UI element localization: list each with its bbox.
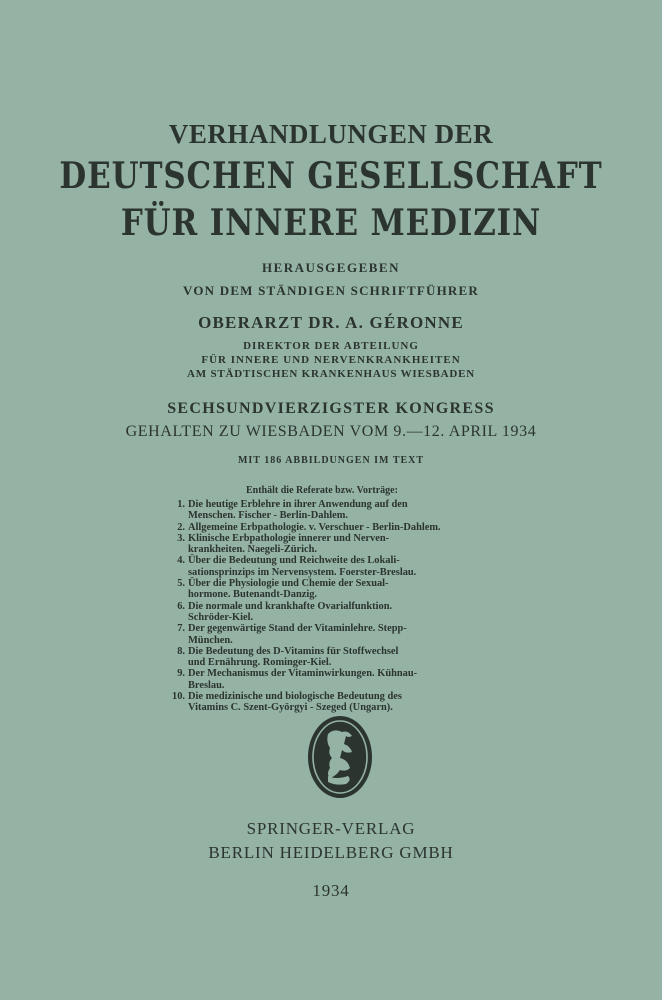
publisher-location: BERLIN HEIDELBERG GMBH: [208, 843, 454, 862]
congress-number: SECHSUNDVIERZIGSTER KONGRESS: [167, 400, 495, 417]
contents-item: [165, 601, 520, 624]
springer-horseman-logo-icon: [306, 714, 374, 800]
contents-item-text: Die Bedeutung des D-Vitamins für Stoffwechsel und Ernährung. Rominger-Kiel.: [188, 645, 399, 669]
contents-item-text: Über die Bedeutung und Reichweite des Lokali- sationsprinzips im Nervensystem. Foerster-Breslau.: [188, 555, 417, 578]
contents-item-number: 8.: [177, 645, 185, 657]
contents-item: [165, 522, 520, 533]
contents-item-number: 7.: [177, 623, 185, 635]
contents-item-number: 6.: [177, 600, 185, 612]
editor-role-line-1: DIREKTOR DER ABTEILUNG: [243, 340, 419, 352]
contents-item-text: Über die Physiologie und Chemie der Sexual- hormone. Butenandt-Danzig.: [188, 578, 389, 601]
editor-role-line-2: FÜR INNERE UND NERVENKRANKHEITEN: [201, 354, 461, 366]
contents-item-text: Der gegenwärtige Stand der Vitaminlehre. Stepp- München.: [188, 623, 407, 646]
published-by: HERAUSGEGEBEN: [262, 260, 400, 275]
congress-details: GEHALTEN ZU WIESBADEN VOM 9.—12. APRIL 1934: [125, 423, 537, 440]
title-line-3: FÜR INNERE MEDIZIN: [120, 202, 542, 244]
contents-item-text: Die heutige Erblehre in ihrer Anwendung auf den Menschen. Fischer - Berlin-Dahlem.: [188, 499, 408, 522]
contents-heading: Enthält die Referate bzw. Vorträge:: [246, 485, 398, 496]
contents-item: [165, 555, 520, 578]
contents-item-number: 5.: [177, 578, 185, 590]
contents-item-text: Die medizinische und biologische Bedeutung des Vitamins C. Szent-Györgyi - Szeged (Ungarn).: [188, 691, 402, 714]
editor-name: OBERARZT DR. A. GÉRONNE: [198, 313, 464, 332]
contents-item: [165, 668, 520, 691]
contents-item-number: 3.: [177, 532, 185, 544]
contents-item: [165, 646, 520, 669]
contents-item-number: 9.: [177, 668, 185, 680]
contents-item: [165, 533, 520, 556]
contents-list: [165, 499, 520, 714]
editor-role-line-3: AM STÄDTISCHEN KRANKENHAUS WIESBADEN: [186, 368, 476, 380]
contents-item-text: Allgemeine Erbpathologie. v. Verschuer - Berlin-Dahlem.: [188, 521, 441, 533]
contents-item-number: 1.: [177, 499, 185, 510]
contents-item: [165, 623, 520, 646]
contents-item-number: 4.: [177, 555, 185, 567]
publication-year: 1934: [312, 881, 350, 900]
editor-by-line: VON DEM STÄNDIGEN SCHRIFTFÜHRER: [183, 283, 479, 298]
title-line-2: DEUTSCHEN GESELLSCHAFT: [59, 155, 603, 197]
title-line-1: VERHANDLUNGEN DER: [168, 119, 494, 149]
contents-item: [165, 578, 520, 601]
contents-item: [165, 691, 520, 714]
contents-item-text: Der Mechanismus der Vitaminwirkungen. Kühnau- Breslau.: [188, 668, 418, 691]
publisher-name: SPRINGER-VERLAG: [246, 819, 416, 838]
contents-item-text: Die normale und krankhafte Ovarialfunktion. Schröder-Kiel.: [188, 600, 393, 623]
contents-item-text: Klinische Erbpathologie innerer und Nerven- krankheiten. Naegeli-Zürich.: [188, 532, 390, 556]
illustrations-note: MIT 186 ABBILDUNGEN IM TEXT: [237, 455, 425, 466]
contents-item-number: 10.: [172, 691, 185, 703]
contents-item: [165, 499, 520, 522]
contents-item-number: 2.: [177, 521, 185, 533]
